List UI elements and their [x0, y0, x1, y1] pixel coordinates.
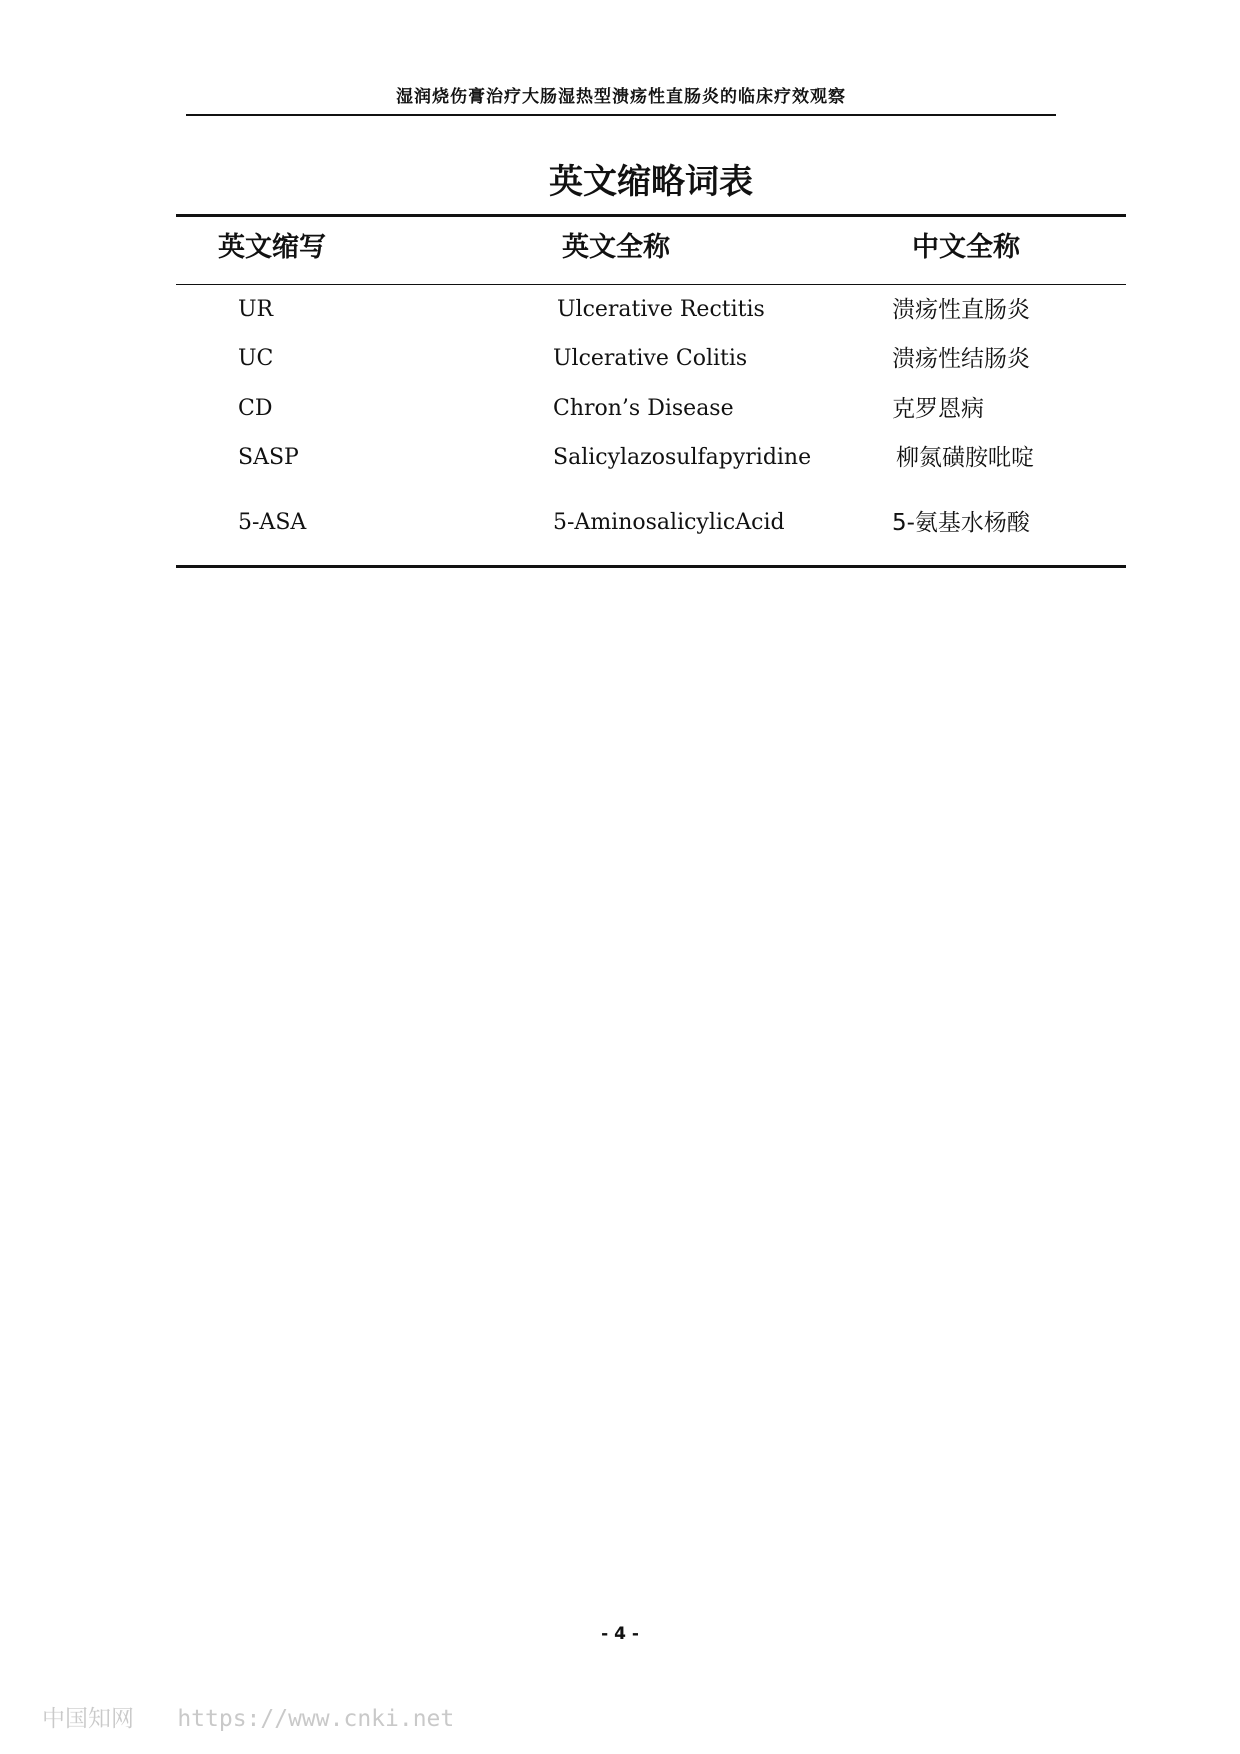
chinese-name-cell: 5-氨基水杨酸	[892, 510, 1030, 536]
abbreviation-cell: UC	[238, 346, 274, 371]
running-header: 湿润烧伤膏治疗大肠湿热型溃疡性直肠炎的临床疗效观察	[396, 87, 846, 107]
watermark	[42, 1700, 454, 1733]
chinese-name-cell: 溃疡性结肠炎	[892, 346, 1030, 372]
watermark-name: 中国知网	[42, 1706, 134, 1732]
table-top-rule	[176, 214, 1126, 217]
page-number: - 4 -	[601, 1624, 639, 1644]
english-name-cell: Ulcerative Colitis	[553, 346, 748, 371]
english-name-cell: Ulcerative Rectitis	[557, 297, 765, 322]
table-header-rule	[176, 284, 1126, 285]
column-header-english-name: 英文全称	[562, 232, 670, 263]
abbreviation-cell: UR	[238, 297, 274, 322]
column-header-abbreviation: 英文缩写	[218, 232, 326, 263]
english-name-cell: 5-AminosalicylicAcid	[553, 510, 785, 535]
watermark-url: https://www.cnki.net	[177, 1706, 455, 1732]
column-header-chinese-name: 中文全称	[912, 232, 1020, 263]
abbreviation-cell: 5-ASA	[238, 510, 307, 535]
abbreviation-cell: SASP	[238, 445, 299, 470]
table-bottom-rule	[176, 565, 1126, 568]
header-rule	[186, 114, 1056, 116]
chinese-name-cell: 溃疡性直肠炎	[892, 297, 1030, 323]
chinese-name-cell: 克罗恩病	[892, 396, 984, 422]
chinese-name-cell: 柳氮磺胺吡啶	[896, 445, 1034, 471]
english-name-cell: Chron’s Disease	[553, 396, 734, 421]
english-name-cell: Salicylazosulfapyridine	[553, 445, 812, 470]
page-title: 英文缩略词表	[549, 162, 753, 202]
abbreviation-cell: CD	[238, 396, 273, 421]
